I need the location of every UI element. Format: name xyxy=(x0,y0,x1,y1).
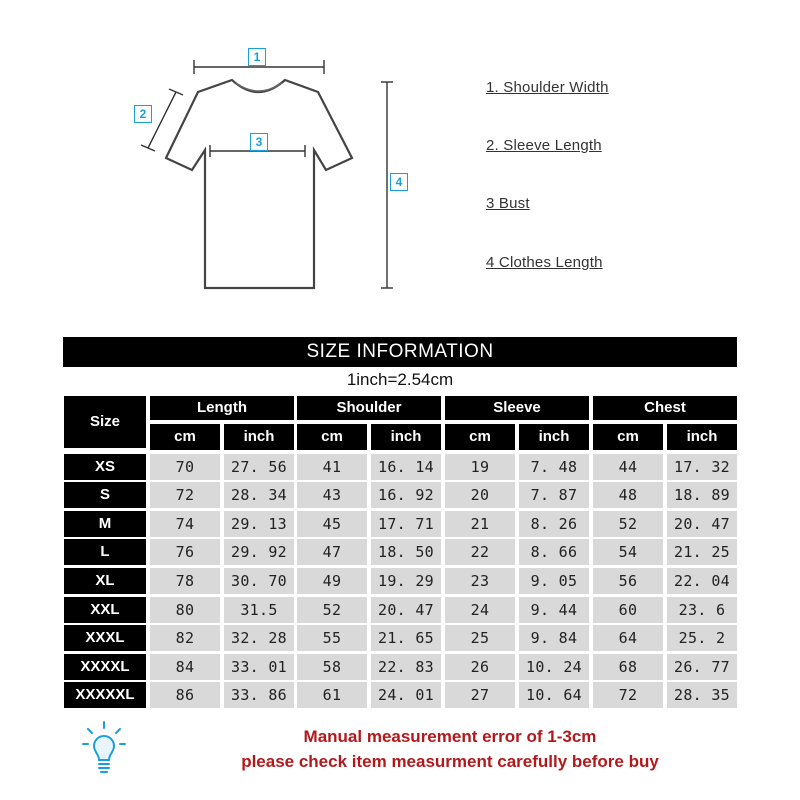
table-cell: 68 xyxy=(593,654,663,680)
measurement-diagram xyxy=(0,0,800,320)
table-cell: 29. 13 xyxy=(224,511,294,537)
group-header-shoulder: Shoulder xyxy=(297,396,441,420)
table-cell: 48 xyxy=(593,482,663,508)
unit-header-cm: cm xyxy=(297,424,367,450)
measurement-error-note: Manual measurement error of 1-3cm xyxy=(303,727,597,746)
table-cell: 29. 92 xyxy=(224,539,294,565)
unit-conversion: 1inch=2.54cm xyxy=(346,370,454,389)
table-cell: 16. 92 xyxy=(371,482,441,508)
table-cell: 27 xyxy=(445,682,515,708)
size-label: XXL xyxy=(64,597,146,623)
table-cell: 33. 86 xyxy=(224,682,294,708)
table-cell: 82 xyxy=(150,625,220,651)
table-cell: 21 xyxy=(445,511,515,537)
table-cell: 9. 44 xyxy=(519,597,589,623)
table-cell: 26. 77 xyxy=(667,654,737,680)
unit-header-inch: inch xyxy=(224,424,294,450)
table-cell: 18. 89 xyxy=(667,482,737,508)
table-cell: 19 xyxy=(445,454,515,480)
table-cell: 19. 29 xyxy=(371,568,441,594)
size-label: XXXXXL xyxy=(64,682,146,708)
table-cell: 20 xyxy=(445,482,515,508)
table-cell: 24 xyxy=(445,597,515,623)
tshirt-illustration xyxy=(0,0,800,320)
table-cell: 72 xyxy=(593,682,663,708)
table-cell: 25. 2 xyxy=(667,625,737,651)
size-label: XXXXL xyxy=(64,654,146,680)
size-label: M xyxy=(64,511,146,537)
table-cell: 32. 28 xyxy=(224,625,294,651)
table-cell: 8. 66 xyxy=(519,539,589,565)
table-cell: 84 xyxy=(150,654,220,680)
table-cell: 7. 87 xyxy=(519,482,589,508)
table-cell: 27. 56 xyxy=(224,454,294,480)
table-cell: 17. 71 xyxy=(371,511,441,537)
table-cell: 16. 14 xyxy=(371,454,441,480)
badge-1: 1 xyxy=(248,48,266,66)
table-cell: 70 xyxy=(150,454,220,480)
table-cell: 26 xyxy=(445,654,515,680)
legend-sleeve-length: 2. Sleeve Length xyxy=(486,137,602,154)
tshirt-outline xyxy=(166,80,352,288)
legend-clothes-length: 4 Clothes Length xyxy=(486,254,603,271)
unit-header-inch: inch xyxy=(519,424,589,450)
table-cell: 9. 05 xyxy=(519,568,589,594)
table-cell: 78 xyxy=(150,568,220,594)
table-cell: 45 xyxy=(297,511,367,537)
group-header-length: Length xyxy=(150,396,294,420)
badge-4: 4 xyxy=(390,173,408,191)
size-information-title: SIZE INFORMATION xyxy=(63,337,737,367)
table-cell: 74 xyxy=(150,511,220,537)
table-cell: 44 xyxy=(593,454,663,480)
table-cell: 20. 47 xyxy=(371,597,441,623)
table-cell: 21. 65 xyxy=(371,625,441,651)
table-cell: 43 xyxy=(297,482,367,508)
table-cell: 22 xyxy=(445,539,515,565)
table-cell: 22. 83 xyxy=(371,654,441,680)
unit-header-inch: inch xyxy=(667,424,737,450)
unit-header-cm: cm xyxy=(593,424,663,450)
table-cell: 8. 26 xyxy=(519,511,589,537)
table-cell: 7. 48 xyxy=(519,454,589,480)
size-column-header: Size xyxy=(64,396,146,448)
table-cell: 17. 32 xyxy=(667,454,737,480)
table-cell: 28. 34 xyxy=(224,482,294,508)
size-label: XS xyxy=(64,454,146,480)
table-cell: 33. 01 xyxy=(224,654,294,680)
table-cell: 25 xyxy=(445,625,515,651)
table-cell: 20. 47 xyxy=(667,511,737,537)
table-cell: 30. 70 xyxy=(224,568,294,594)
size-label: XL xyxy=(64,568,146,594)
table-cell: 52 xyxy=(297,597,367,623)
table-cell: 23. 6 xyxy=(667,597,737,623)
unit-header-cm: cm xyxy=(445,424,515,450)
badge-3: 3 xyxy=(250,133,268,151)
table-cell: 23 xyxy=(445,568,515,594)
size-label: S xyxy=(64,482,146,508)
table-cell: 56 xyxy=(593,568,663,594)
unit-header-cm: cm xyxy=(150,424,220,450)
table-cell: 18. 50 xyxy=(371,539,441,565)
table-cell: 64 xyxy=(593,625,663,651)
table-cell: 28. 35 xyxy=(667,682,737,708)
table-cell: 61 xyxy=(297,682,367,708)
unit-header-inch: inch xyxy=(371,424,441,450)
table-cell: 52 xyxy=(593,511,663,537)
group-header-chest: Chest xyxy=(593,396,737,420)
table-cell: 54 xyxy=(593,539,663,565)
table-cell: 58 xyxy=(297,654,367,680)
table-cell: 49 xyxy=(297,568,367,594)
table-cell: 31.5 xyxy=(224,597,294,623)
table-cell: 86 xyxy=(150,682,220,708)
table-cell: 10. 24 xyxy=(519,654,589,680)
table-cell: 22. 04 xyxy=(667,568,737,594)
table-cell: 80 xyxy=(150,597,220,623)
size-label: XXXL xyxy=(64,625,146,651)
badge-2: 2 xyxy=(134,105,152,123)
table-cell: 76 xyxy=(150,539,220,565)
table-cell: 72 xyxy=(150,482,220,508)
legend-shoulder-width: 1. Shoulder Width xyxy=(486,79,609,96)
table-cell: 55 xyxy=(297,625,367,651)
size-label: L xyxy=(64,539,146,565)
table-cell: 9. 84 xyxy=(519,625,589,651)
table-cell: 24. 01 xyxy=(371,682,441,708)
lightbulb-icon xyxy=(82,720,126,780)
table-cell: 60 xyxy=(593,597,663,623)
legend-bust: 3 Bust xyxy=(486,195,530,212)
group-header-sleeve: Sleeve xyxy=(445,396,589,420)
sleeve-measure-line xyxy=(148,92,176,148)
table-cell: 41 xyxy=(297,454,367,480)
table-cell: 47 xyxy=(297,539,367,565)
table-cell: 21. 25 xyxy=(667,539,737,565)
check-measurement-note: please check item measurment carefully before buy xyxy=(241,752,659,771)
table-cell: 10. 64 xyxy=(519,682,589,708)
